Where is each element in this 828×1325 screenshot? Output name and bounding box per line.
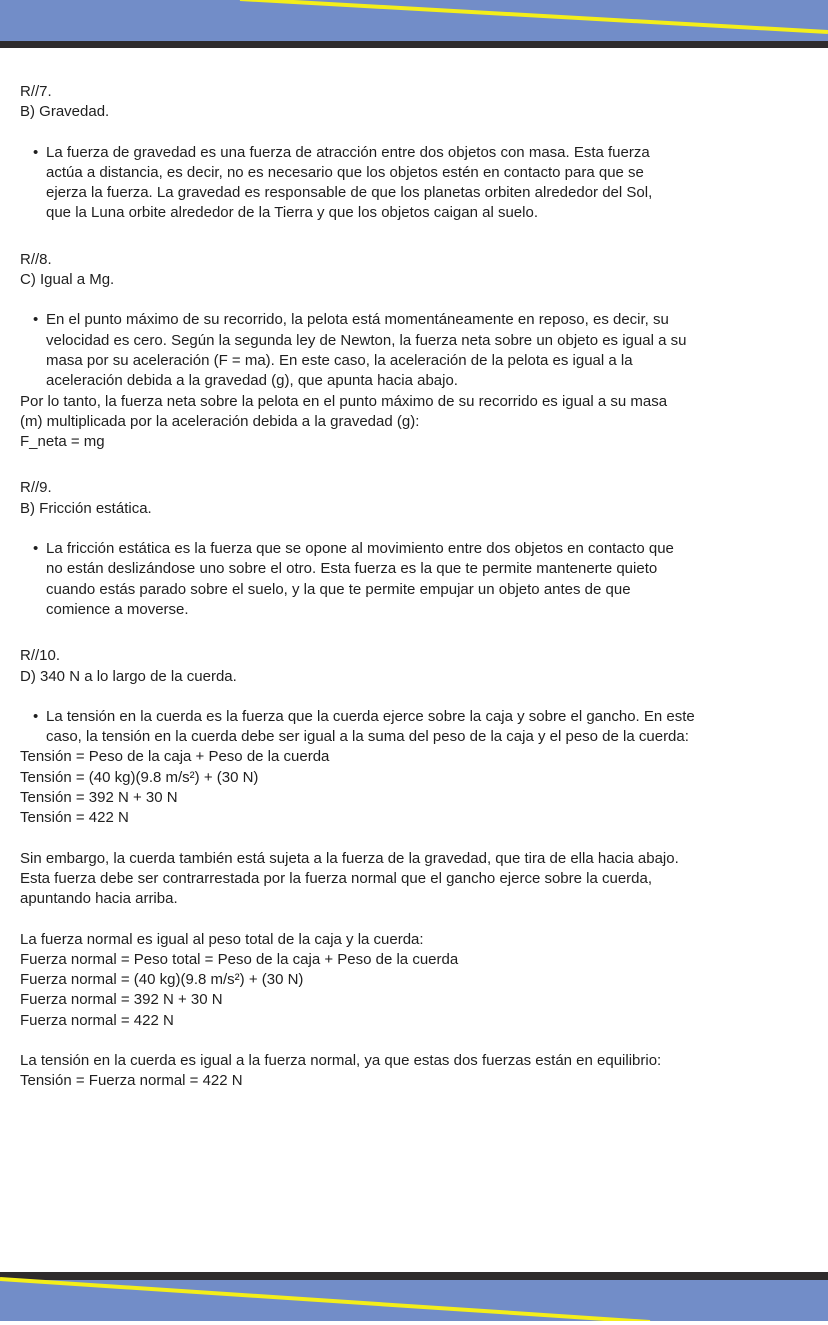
- text-line: La fuerza normal es igual al peso total de la caja y la cuerda:: [20, 930, 424, 948]
- text-line: Tensión = Fuerza normal = 422 N: [20, 1072, 243, 1090]
- bullet-item: [20, 310, 810, 391]
- text-line: (m) multiplicada por la aceleración debida a la gravedad (g):: [20, 412, 420, 430]
- bullet-item: [20, 539, 810, 620]
- paragraph: [20, 1051, 810, 1092]
- answer-heading: [20, 646, 810, 687]
- bullet-item: [20, 707, 810, 748]
- text-line: Tensión = 392 N + 30 N: [20, 789, 178, 807]
- text-line: Fuerza normal = (40 kg)(9.8 m/s²) + (30 N): [20, 971, 304, 989]
- text-line: Tensión = (40 kg)(9.8 m/s²) + (30 N): [20, 768, 259, 786]
- text-line: R//10.: [20, 647, 61, 665]
- text-line: apuntando hacia arriba.: [20, 890, 178, 908]
- text-line: Tensión = Peso de la caja + Peso de la cuerda: [20, 748, 330, 766]
- text-line: F_neta = mg: [20, 433, 105, 451]
- bullet-item: [20, 143, 810, 224]
- answer-heading: [20, 82, 810, 123]
- text-line: que la Luna orbite alrededor de la Tierra y que los objetos caigan al suelo.: [46, 204, 538, 222]
- text-line: R//7.: [20, 83, 52, 100]
- text-line: cuando estás parado sobre el suelo, y la que te permite empujar un objeto antes de que: [46, 580, 631, 598]
- answer-section: [20, 646, 810, 1091]
- text-line: Esta fuerza debe ser contrarrestada por la fuerza normal que el gancho ejerce sobre la cuerda,: [20, 869, 653, 887]
- answer-heading: [20, 478, 810, 519]
- text-line: caso, la tensión en la cuerda debe ser igual a la suma del peso de la caja y el peso de la cuerda:: [46, 728, 689, 746]
- text-line: • En el punto máximo de su recorrido, la pelota está momentáneamente en reposo, es decir, su: [20, 310, 810, 330]
- footer-decoration: [0, 1272, 828, 1321]
- text-line: C) Igual a Mg.: [20, 271, 115, 289]
- text-line: La tensión en la cuerda es igual a la fuerza normal, ya que estas dos fuerzas están en equilibrio:: [20, 1051, 662, 1069]
- answer-heading: [20, 250, 810, 291]
- text-line: velocidad es cero. Según la segunda ley de Newton, la fuerza neta sobre un objeto es igual a su: [46, 331, 687, 349]
- text-line: B) Gravedad.: [20, 103, 110, 121]
- text-line: D) 340 N a lo largo de la cuerda.: [20, 667, 237, 685]
- text-line: comience a moverse.: [46, 600, 189, 618]
- text-line: Tensión = 422 N: [20, 809, 129, 827]
- document-body: [20, 82, 810, 1092]
- text-line: R//8.: [20, 250, 52, 268]
- text-line: B) Fricción estática.: [20, 499, 152, 517]
- text-line: • La tensión en la cuerda es la fuerza que la cuerda ejerce sobre la caja y sobre el gancho. En este: [20, 707, 810, 727]
- header-banner: [0, 0, 828, 48]
- text-line: Por lo tanto, la fuerza neta sobre la pelota en el punto máximo de su recorrido es igual a su masa: [20, 392, 668, 410]
- text-line: Fuerza normal = Peso total = Peso de la caja + Peso de la cuerda: [20, 950, 459, 968]
- footer-banner: [0, 1272, 828, 1321]
- text-line: R//9.: [20, 479, 52, 497]
- text-line: aceleración debida a la gravedad (g), que apunta hacia abajo.: [46, 372, 458, 390]
- text-line: Fuerza normal = 392 N + 30 N: [20, 991, 223, 1009]
- paragraph: [20, 930, 810, 1031]
- paragraph: [20, 392, 810, 453]
- text-line: • La fricción estática es la fuerza que se opone al movimiento entre dos objetos en contacto que: [20, 539, 810, 559]
- paragraph: [20, 849, 810, 910]
- answer-section: [20, 82, 810, 224]
- text-line: ejerza la fuerza. La gravedad es responsable de que los planetas orbiten alrededor del Sol,: [46, 184, 653, 202]
- header-decoration: [0, 0, 828, 48]
- text-line: Fuerza normal = 422 N: [20, 1011, 174, 1029]
- text-line: Sin embargo, la cuerda también está sujeta a la fuerza de la gravedad, que tira de ella hacia abajo.: [20, 849, 679, 867]
- text-line: • La fuerza de gravedad es una fuerza de atracción entre dos objetos con masa. Esta fuerza: [20, 143, 810, 163]
- text-line: actúa a distancia, es decir, no es necesario que los objetos estén en contacto para que se: [46, 163, 644, 181]
- text-line: masa por su aceleración (F = ma). En este caso, la aceleración de la pelota es igual a la: [46, 351, 633, 369]
- answer-section: [20, 478, 810, 620]
- answer-section: [20, 250, 810, 453]
- text-line: no están deslizándose uno sobre el otro. Esta fuerza es la que te permite mantenerte quieto: [46, 560, 658, 578]
- paragraph: [20, 747, 810, 828]
